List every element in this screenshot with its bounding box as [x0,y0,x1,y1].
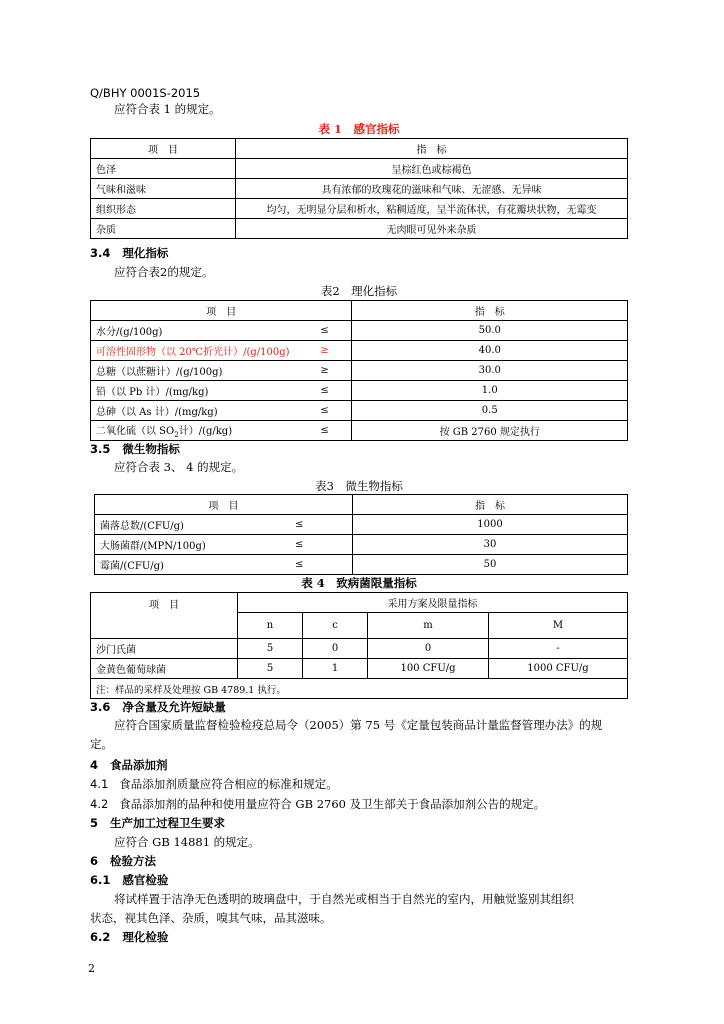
table4-cell-c: 1 [303,659,368,679]
section-3-5-text: 应符合表 3、 4 的规定。 [114,460,244,474]
section-title: 感官检验 [122,873,169,887]
section-number: 3.4 [90,246,111,260]
section-5-heading [90,815,225,831]
table1-cell-value: 具有浓郁的玫瑰花的滋味和气味、无涩感、无异味 [236,179,628,199]
table3-cell-operator: ≤ [290,555,353,575]
table4-cell-n: 5 [238,639,303,659]
table2-cell-name: 水分/(g/100g) [91,321,316,341]
table3-cell-value: 30 [353,535,628,555]
table2-cell-value: 40.0 [352,341,628,361]
section-4-2 [90,796,545,812]
table-row [91,639,628,659]
section-number: 6.1 [90,873,111,887]
section-number: 4.2 [90,797,109,811]
table2-cell-value: 1.0 [352,381,628,401]
table3-cell-name: 霉菌/(CFU/g) [95,555,291,575]
table4-cell-name: 金黄色葡萄球菌 [91,659,238,679]
table4-header-plan: 采用方案及限量指标 [238,593,628,613]
table-row [91,381,628,401]
table2-cell-operator: ≥ [315,361,352,381]
table1-cell-value: 呈棕红色或棕褐色 [236,159,628,179]
table2-cell-name: 总糖（以蔗糖计）/(g/100g) [91,361,316,381]
table1-cell-name: 杂质 [91,219,236,239]
table3-header-item: 项 目 [95,495,353,515]
table1-cell-value: 无肉眼可见外来杂质 [236,219,628,239]
section-title: 理化检验 [122,930,169,944]
table1-cell-name: 组织形态 [91,199,236,219]
table1-cell-name: 色泽 [91,159,236,179]
table-row [91,659,628,679]
table3-microbial [94,494,628,575]
table2-cell-name: 总砷（以 As 计）/(mg/kg) [91,401,316,421]
table4-cell-n: 5 [238,659,303,679]
table-row [95,515,628,535]
table2-cell-name: 可溶性固形物（以 20℃折光计）/(g/100g) [91,341,316,361]
section-3-6-text-line1: 应符合国家质量监督检验检疫总局令（2005）第 75 号《定量包装商品计量监督管理办法》的规 [114,718,603,732]
section-6-1-text-line2: 状态，视其色泽、杂质，嗅其气味，品其滋味。 [90,911,332,925]
intro-text: 应符合表 1 的规定。 [114,102,221,116]
table4-subheader-n: n [238,613,303,639]
table2-cell-value: 按 GB 2760 规定执行 [352,421,628,441]
table-row [91,401,628,421]
section-number: 6.2 [90,930,111,944]
document-code: Q/BHY 0001S-2015 [90,86,201,100]
table3-cell-operator: ≤ [290,535,353,555]
table2-header-item: 项 目 [91,301,352,321]
section-6-2-heading [90,929,168,945]
table2-cell-operator: ≤ [315,381,352,401]
table3-header-index: 指 标 [353,495,628,515]
section-title: 净含量及允许短缺量 [122,700,226,714]
section-6-1-text-line1: 将试样置于洁净无色透明的玻璃盘中，于自然光或相当于自然光的室内，用触觉鉴别其组织 [114,892,574,906]
section-title: 微生物指标 [122,442,180,456]
section-4-1 [90,776,338,792]
table-row [91,219,628,239]
table2-cell-operator: ≤ [315,421,352,441]
table-row [91,321,628,341]
table4-note: 注：样品的采样及处理按 GB 4789.1 执行。 [91,679,628,699]
table4-cell-c: 0 [303,639,368,659]
table3-cell-value: 1000 [353,515,628,535]
table3-caption: 表3 微生物指标 [315,479,403,493]
section-title: 检验方法 [110,854,157,868]
section-3-6-text-line2: 定。 [90,737,113,751]
section-6-heading [90,853,156,869]
section-number: 4 [90,758,99,772]
table4-header-item: 项 目 [91,593,238,639]
table2-cell-operator: ≥ [315,341,352,361]
table-row [91,179,628,199]
table1-header-item: 项 目 [91,139,236,159]
table4-subheader-m: m [368,613,489,639]
table-row [91,159,628,179]
table-row [95,535,628,555]
table-row [91,361,628,381]
table2-cell-value: 50.0 [352,321,628,341]
table1-header-index: 指 标 [236,139,628,159]
table-row [91,421,628,441]
table4-cell-m: 0 [368,639,489,659]
table2-cell-name: 铅（以 Pb 计）/(mg/kg) [91,381,316,401]
table2-cell-operator: ≤ [315,321,352,341]
table4-subheader-M: M [489,613,628,639]
section-text: 食品添加剂质量应符合相应的标准和规定。 [119,777,338,791]
section-number: 6 [90,854,99,868]
table2-caption: 表2 理化指标 [320,284,398,298]
section-number: 4.1 [90,777,109,791]
table3-cell-value: 50 [353,555,628,575]
table-row [95,555,628,575]
table1-cell-name: 气味和滋味 [91,179,236,199]
table4-caption: 表 4 致病菌限量指标 [301,576,417,590]
table-row [91,341,628,361]
table2-cell-name: 二氧化硫（以 $SO_2$计）/(g/kg) [91,421,316,441]
table2-physicochemical [90,300,628,441]
section-3-4-heading [90,245,168,261]
table2-cell-value: 30.0 [352,361,628,381]
table2-cell-operator: ≤ [315,401,352,421]
section-5-text: 应符合 GB 14881 的规定。 [114,835,260,849]
section-title: 食品添加剂 [110,758,168,772]
section-3-4-text: 应符合表2的规定。 [114,265,214,279]
section-number: 5 [90,816,99,830]
table2-cell-value: 0.5 [352,401,628,421]
table4-cell-m: 100 CFU/g [368,659,489,679]
table1-cell-value: 均匀，无明显分层和析水，粘稠适度，呈半流体状，有花瓣块状物，无霉变 [236,199,628,219]
section-number: 3.5 [90,442,111,456]
table1-sensory [90,138,628,239]
section-title: 生产加工过程卫生要求 [110,816,226,830]
page-number: 2 [88,962,95,975]
table3-cell-name: 大肠菌群/(MPN/100g) [95,535,291,555]
section-6-1-heading [90,872,168,888]
table2-header-index: 指 标 [352,301,628,321]
section-3-5-heading [90,441,180,457]
table4-cell-M: 1000 CFU/g [489,659,628,679]
section-text: 食品添加剂的品种和使用量应符合 GB 2760 及卫生部关于食品添加剂公告的规定。 [119,797,546,811]
section-3-6-heading [90,699,226,715]
table-row [91,199,628,219]
section-title: 理化指标 [122,246,169,260]
table4-cell-name: 沙门氏菌 [91,639,238,659]
table1-caption: 表 1 感官指标 [318,122,400,136]
table3-cell-operator: ≤ [290,515,353,535]
table4-cell-M: - [489,639,628,659]
section-4-heading [90,757,168,773]
table4-pathogen [90,592,628,699]
table4-subheader-c: c [303,613,368,639]
section-number: 3.6 [90,700,111,714]
table3-cell-name: 菌落总数/(CFU/g) [95,515,291,535]
